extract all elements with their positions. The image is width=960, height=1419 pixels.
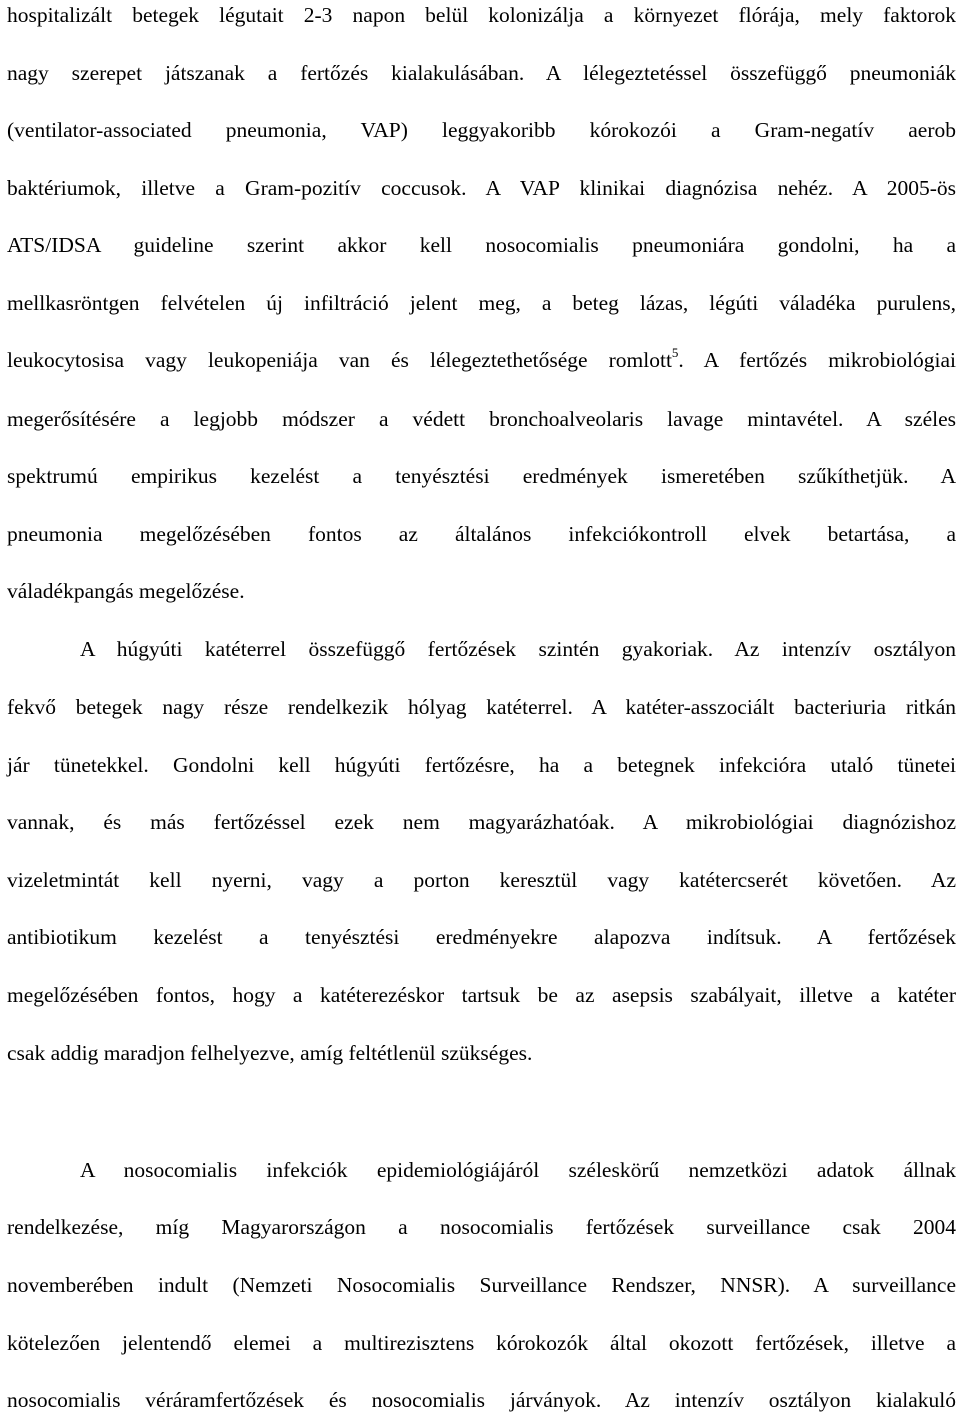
text-line: spektrumú empirikus kezelést a tenyésztési eredmények ismeretében szűkíthetjük. A [7,464,956,488]
text-line: mellkasröntgen felvételen új infiltráció jelent meg, a beteg lázas, légúti váladéka purulens, [7,291,956,315]
text-line: hospitalizált betegek légutait 2-3 napon belül kolonizálja a környezet flórája, mely faktorok [7,3,956,27]
text-line: csak addig maradjon felhelyezve, amíg feltétlenül szükséges. [7,1041,533,1065]
text-line: fekvő betegek nagy része rendelkezik hólyag katéterrel. A katéter-asszociált bacteriuria ritkán [7,695,956,719]
text-line: novemberében indult (Nemzeti Nosocomialis Surveillance Rendszer, NNSR). A surveillance [7,1273,956,1297]
text-line-with-reference [7,345,956,375]
text-line: kötelezően jelentendő elemei a multirezisztens kórokozók által okozott fertőzések, illetve a [7,1331,956,1355]
text-line: megelőzésében fontos, hogy a katéterezéskor tartsuk be az asepsis szabályait, illetve a katéter [7,983,956,1007]
text-line: rendelkezése, míg Magyarországon a nosocomialis fertőzések surveillance csak 2004 [7,1215,956,1239]
text-line: jár tünetekkel. Gondolni kell húgyúti fertőzésre, ha a betegnek infekcióra utaló tünetei [7,753,956,777]
text-line: baktériumok, illetve a Gram-pozitív coccusok. A VAP klinikai diagnózisa nehéz. A 2005-ös [7,176,956,200]
text-line: pneumonia megelőzésében fontos az általános infekciókontroll elvek betartása, a [7,522,956,546]
text-line: ATS/IDSA guideline szerint akkor kell nosocomialis pneumoniára gondolni, ha a [7,233,956,257]
text-segment: leukocytosisa vagy leukopeniája van és lélegeztethetősége romlott [7,348,672,372]
text-line: vannak, és más fertőzéssel ezek nem magyarázhatóak. A mikrobiológiai diagnózishoz [7,810,956,834]
text-line: nagy szerepet játszanak a fertőzés kialakulásában. A lélegeztetéssel összefüggő pneumoniák [7,61,956,85]
text-line: váladékpangás megelőzése. [7,579,245,603]
reference-number: 5 [671,344,679,360]
text-line: A húgyúti katéterrel összefüggő fertőzések szintén gyakoriak. Az intenzív osztályon [80,637,956,661]
text-line: megerősítésére a legjobb módszer a védett bronchoalveolaris lavage mintavétel. A széles [7,407,956,431]
text-line: antibiotikum kezelést a tenyésztési eredményekre alapozva indítsuk. A fertőzések [7,925,956,949]
text-line: A nosocomialis infekciók epidemiológiájáról széleskörű nemzetközi adatok állnak [80,1158,956,1182]
text-segment: . A fertőzés mikrobiológiai [678,348,956,372]
text-line: nosocomialis véráramfertőzések és nosocomialis járványok. Az intenzív osztályon kialakuló [7,1388,956,1412]
text-line: vizeletmintát kell nyerni, vagy a porton keresztül vagy katétercserét követően. Az [7,868,956,892]
text-line: (ventilator-associated pneumonia, VAP) leggyakoribb kórokozói a Gram-negatív aerob [7,118,956,142]
